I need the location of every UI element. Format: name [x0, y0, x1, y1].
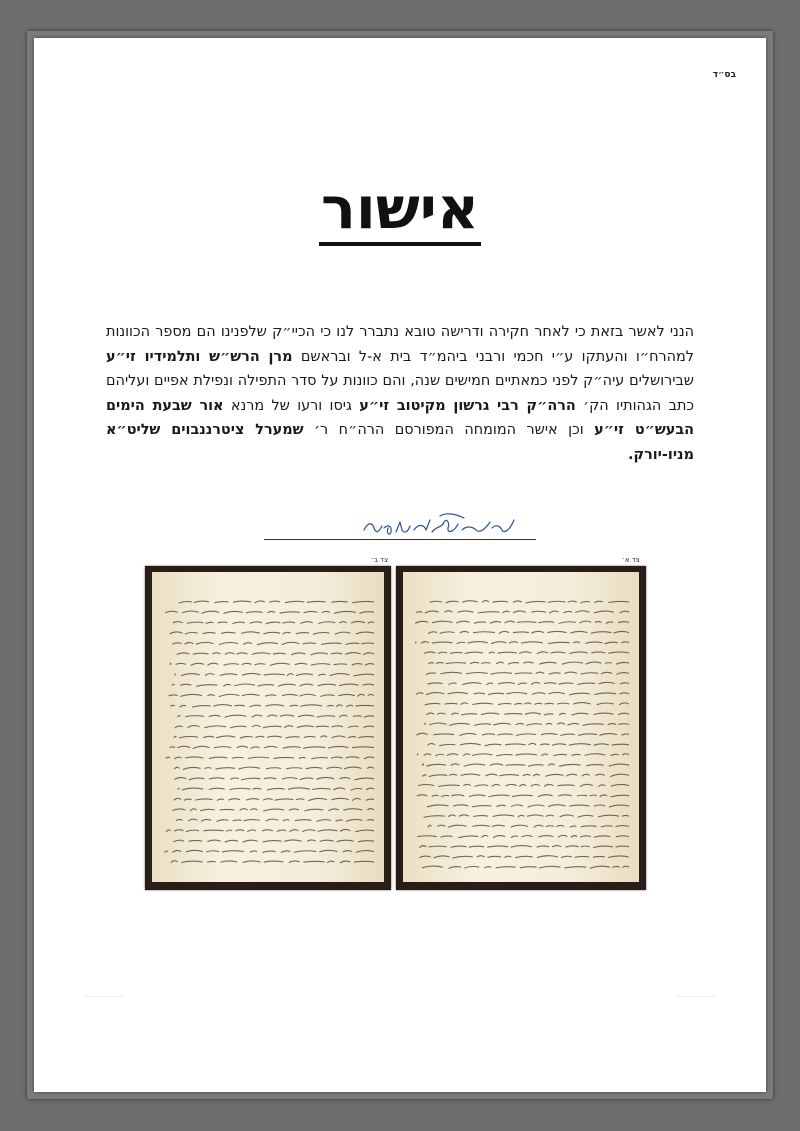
footer-mark-left [84, 996, 124, 997]
manuscript-line [430, 601, 629, 604]
title-wrap [34, 176, 766, 246]
approval-text [106, 320, 694, 467]
manuscript-page [152, 572, 384, 882]
manuscript-line [426, 672, 629, 674]
manuscript-line [417, 733, 630, 736]
manuscript-line [177, 715, 374, 717]
manuscript-line [427, 713, 630, 715]
manuscript-line [175, 673, 374, 676]
manuscript-line [176, 819, 374, 821]
manuscript-image-side-a [396, 566, 646, 890]
manuscript-line [420, 846, 630, 848]
manuscript-line [428, 631, 629, 633]
manuscript-line [174, 798, 374, 800]
manuscript-line [170, 632, 374, 634]
manuscript-line [172, 642, 374, 644]
approval-text-bold-1: מרן הרש״ש ותלמידיו זי״ע [106, 348, 293, 365]
document-page [34, 38, 766, 1092]
manuscript-line [422, 764, 629, 767]
manuscript-label-side-a: צד א׳ [622, 556, 640, 564]
manuscript-line [169, 694, 375, 696]
manuscript-line [417, 835, 629, 837]
manuscript-line [424, 815, 630, 818]
approval-text-bold-4: שמערל ציטרננבוים שליט״א מניו-יורק. [106, 422, 694, 463]
manuscript-line [170, 663, 374, 665]
manuscript-page [403, 572, 639, 882]
manuscript-line [171, 861, 374, 863]
approval-text-part-1: הנני לאשר בזאת כי לאחר חקירה ודרישה טובא נתברר לנו כי הכיי״ק שלפנינו הם מספר הכוונות למהרח״ו והעתקו ע״י חכמי ורבני ביהמ״ד בית א-ל ובראשם [106, 324, 694, 365]
manuscript-line [415, 621, 629, 623]
manuscript-line [170, 705, 374, 708]
approval-text-part-3: גיסו ורעו של מרנא [223, 397, 360, 414]
manuscript-line [416, 642, 630, 644]
manuscript-line [174, 767, 374, 770]
approval-text-bold-2: הרה״ק רבי גרשון מקיטוב זי״ע [359, 397, 576, 414]
manuscript-line [166, 757, 374, 759]
manuscript-line [427, 682, 629, 684]
manuscript-line [165, 850, 374, 852]
manuscript-line [419, 856, 629, 858]
header-bsd: בס״ד [712, 70, 736, 80]
manuscript-line [174, 736, 374, 738]
manuscript-line [428, 825, 629, 827]
manuscript-line [422, 774, 629, 777]
manuscript-line [172, 809, 374, 812]
manuscript-line [172, 684, 374, 686]
manuscript-line [417, 795, 629, 797]
manuscript-line [418, 784, 629, 786]
manuscript-line [173, 621, 374, 623]
signature-line [264, 539, 536, 540]
footer-mark-right [676, 996, 716, 997]
manuscript-image-side-b [145, 566, 391, 890]
manuscript-line [166, 829, 374, 832]
manuscript-line [170, 746, 374, 748]
manuscript-line [173, 840, 374, 842]
manuscript-line [424, 652, 629, 654]
manuscript-line [174, 777, 374, 779]
manuscript-line [425, 723, 629, 726]
signature-block [264, 508, 536, 544]
manuscript-label-side-b: צד ב׳ [371, 556, 389, 564]
manuscript-line [428, 743, 629, 746]
approval-text-part-2: שבירושלים עיה״ק לפני כמאתיים חמישים שנה, והם כוונות על סדר התפילה ונפילת אפיים ועליהם כתב הגהותיו הק׳ [106, 373, 695, 414]
manuscript-line [416, 692, 629, 694]
approval-text-bold-3: אור שבעת הימים הבעש״ט זי״ע [106, 397, 694, 438]
manuscript-line [179, 601, 374, 603]
manuscript-line [416, 611, 629, 614]
page-title: אישור [319, 176, 481, 246]
manuscript-line [428, 662, 629, 664]
manuscript-line [178, 788, 374, 791]
manuscript-handwriting [152, 572, 384, 882]
manuscript-handwriting [403, 572, 639, 882]
manuscript-line [417, 754, 629, 756]
manuscript-line [425, 703, 629, 705]
manuscript-line [422, 866, 629, 868]
approval-text-part-4: וכן אישר המומחה המפורסם הרה״ח ר׳ [303, 422, 595, 438]
manuscript-line [165, 611, 374, 614]
manuscript-line [177, 653, 374, 655]
manuscript-line [175, 725, 374, 728]
manuscript-line [427, 805, 629, 807]
